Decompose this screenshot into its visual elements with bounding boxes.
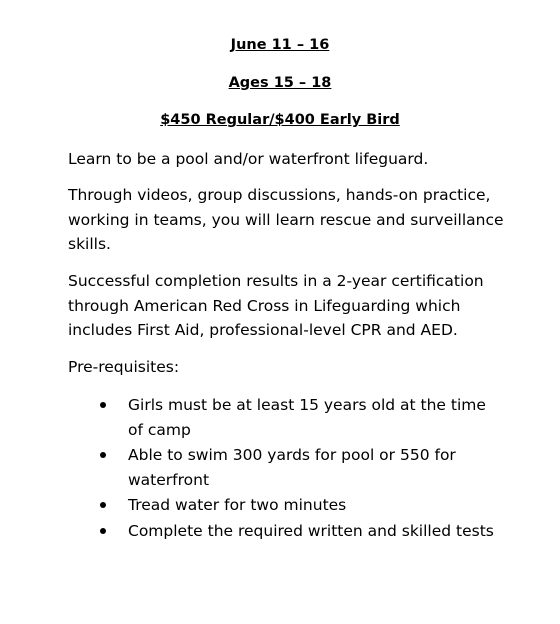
list-item-text: Girls must be at least 15 years old at the time of camp <box>128 396 486 439</box>
prerequisites-list <box>0 393 560 544</box>
intro-paragraph: Learn to be a pool and/or waterfront lifeguard. <box>68 150 429 168</box>
list-item-text: Tread water for two minutes <box>128 496 347 514</box>
prerequisites-label: Pre-requisites: <box>68 358 180 376</box>
bullet-icon <box>100 452 106 458</box>
certification-paragraph: Successful completion results in a 2-year certification through American Red Cross in Lifeguarding which includes First Aid, professional-level CPR and AED. <box>68 272 484 339</box>
bullet-icon <box>100 502 106 508</box>
dates-heading: June 11 – 16 <box>230 37 330 53</box>
list-item <box>0 493 498 518</box>
list-item <box>0 519 498 544</box>
bullet-icon <box>100 402 106 408</box>
training-paragraph: Through videos, group discussions, hands-on practice, working in teams, you will learn rescue and surveillance skills. <box>68 186 504 253</box>
bullet-icon <box>100 528 106 534</box>
ages-heading: Ages 15 – 18 <box>228 75 332 91</box>
list-item <box>0 443 498 492</box>
list-item <box>0 393 498 442</box>
list-item-text: Able to swim 300 yards for pool or 550 for waterfront <box>128 446 456 489</box>
price-heading: $450 Regular/$400 Early Bird <box>160 112 400 128</box>
list-item-text: Complete the required written and skilled tests <box>128 521 494 540</box>
